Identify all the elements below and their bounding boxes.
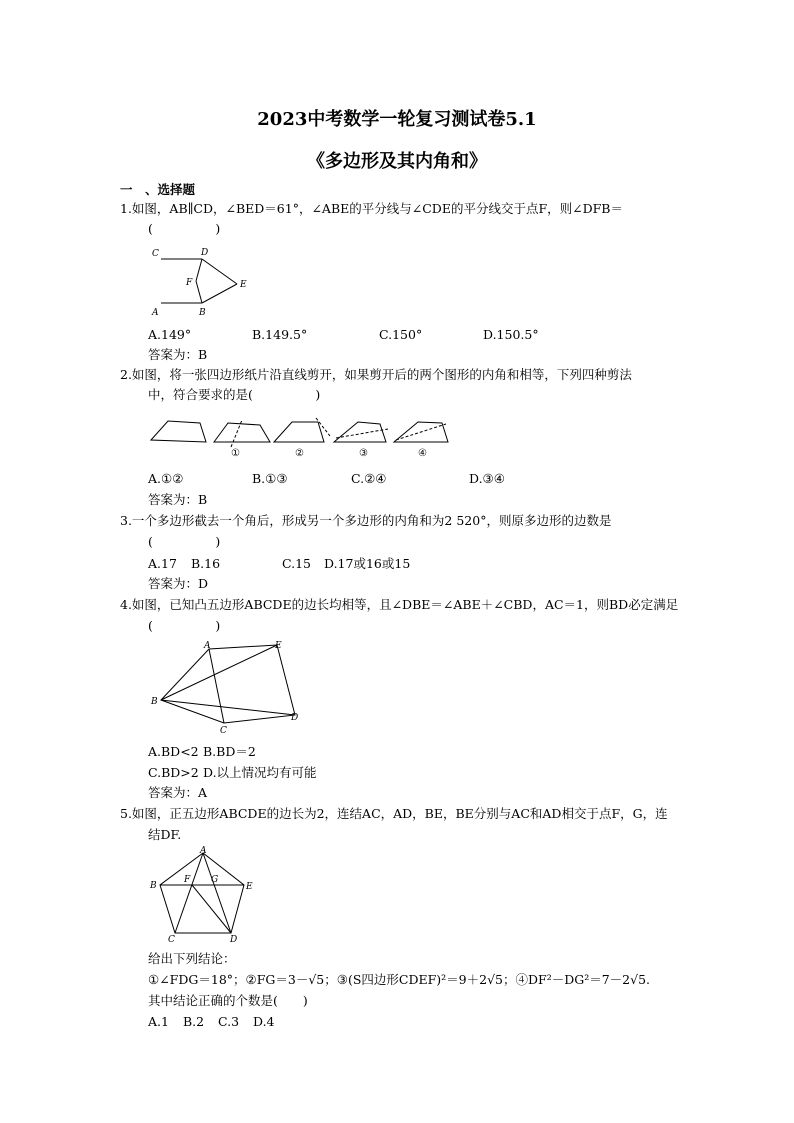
q5-stem-line2: 结DF. <box>148 827 182 842</box>
q4-figure <box>148 638 308 736</box>
page-title: 2023中考数学一轮复习测试卷5.1 <box>257 109 537 130</box>
q3-option-d: D.17或16或15 <box>324 556 411 571</box>
q1-answer: 答案为：B <box>148 347 208 362</box>
q5-stem-line1: 5.如图，正五边形ABCDE的边长为2，连结AC，AD，BE，BE分别与AC和AD相交于点F，G，连 <box>120 806 668 821</box>
q4-label-e: E <box>275 641 282 651</box>
q2-stem-line2: 中，符合要求的是( ) <box>148 387 321 402</box>
q5-option-b: B.2 <box>183 1014 205 1029</box>
q5-label-e: E <box>246 882 253 892</box>
q2-mark-1: ① <box>231 448 240 459</box>
q5-label-c: C <box>168 935 175 945</box>
q1-stem: 1.如图，AB∥CD，∠BED＝61°，∠ABE的平分线与∠CDE的平分线交于点F，则∠DFB＝ <box>120 201 623 216</box>
q1-label-f: F <box>186 278 193 288</box>
q3-option-a: A.17 <box>148 556 177 571</box>
q1-label-c: C <box>152 249 159 259</box>
q4-label-a: A <box>204 641 211 651</box>
q2-answer: 答案为：B <box>148 492 208 507</box>
q4-stem: 4.如图，已知凸五边形ABCDE的边长均相等，且∠DBE＝∠ABE＋∠CBD，AC＝1，则BD必定满足 <box>120 597 679 612</box>
q3-option-c: C.15 <box>282 556 311 571</box>
q2-figure <box>148 410 458 462</box>
q5-option-a: A.1 <box>148 1014 169 1029</box>
q2-option-d: D.③④ <box>469 471 505 486</box>
q1-option-a: A.149° <box>148 327 192 342</box>
section-heading: 一 、选择题 <box>120 182 196 197</box>
q4-option-d: D.以上情况均有可能 <box>203 765 317 780</box>
q4-label-b: B <box>151 697 158 707</box>
q1-label-d: D <box>201 248 209 258</box>
q5-conclusions: ①∠FDG＝18°；②FG＝3－√5；③(S四边形CDEF)²＝9＋2√5；④DF²－DG²＝7－2√5. <box>148 972 651 987</box>
q5-label-a: A <box>200 846 207 856</box>
q5-option-c: C.3 <box>218 1014 240 1029</box>
q3-paren: ( ) <box>148 534 221 549</box>
q3-option-b: B.16 <box>191 556 221 571</box>
q2-option-c: C.②④ <box>351 471 387 486</box>
q5-label-f: F <box>184 875 191 885</box>
q2-mark-2: ② <box>295 448 304 459</box>
q2-mark-3: ③ <box>359 448 368 459</box>
q2-mark-4: ④ <box>418 448 427 459</box>
q2-stem-line1: 2.如图，将一张四边形纸片沿直线剪开，如果剪开后的两个图形的内角和相等，下列四种剪法 <box>120 367 632 382</box>
page-subtitle: 《多边形及其内角和》 <box>307 151 487 172</box>
q5-given: 给出下列结论： <box>148 951 236 966</box>
q1-label-e: E <box>240 280 247 290</box>
q1-figure <box>145 243 255 318</box>
q1-option-d: D.150.5° <box>483 327 539 342</box>
q5-label-d: D <box>230 935 238 945</box>
q4-option-b: B.BD＝2 <box>203 744 256 759</box>
q4-option-c: C.BD>2 <box>148 765 199 780</box>
q1-option-c: C.150° <box>379 327 423 342</box>
q4-paren: ( ) <box>148 618 221 633</box>
q1-option-b: B.149.5° <box>252 327 308 342</box>
q4-answer: 答案为：A <box>148 785 208 800</box>
q1-label-b: B <box>199 308 206 318</box>
q4-label-d: D <box>291 713 299 723</box>
q5-figure <box>148 845 260 945</box>
q3-stem: 3.一个多边形截去一个角后，形成另一个多边形的内角和为2 520°，则原多边形的边数是 <box>120 513 612 528</box>
q4-option-a: A.BD<2 <box>148 744 199 759</box>
q4-label-c: C <box>220 726 227 736</box>
q1-label-a: A <box>152 308 159 318</box>
q5-option-d: D.4 <box>253 1014 275 1029</box>
q1-paren: ( ) <box>148 221 221 236</box>
q5-ask: 其中结论正确的个数是( ) <box>148 993 308 1008</box>
q5-label-b: B <box>150 881 157 891</box>
q3-answer: 答案为：D <box>148 576 209 591</box>
q2-option-a: A.①② <box>148 471 184 486</box>
q2-option-b: B.①③ <box>252 471 288 486</box>
q5-label-g: G <box>211 875 219 885</box>
